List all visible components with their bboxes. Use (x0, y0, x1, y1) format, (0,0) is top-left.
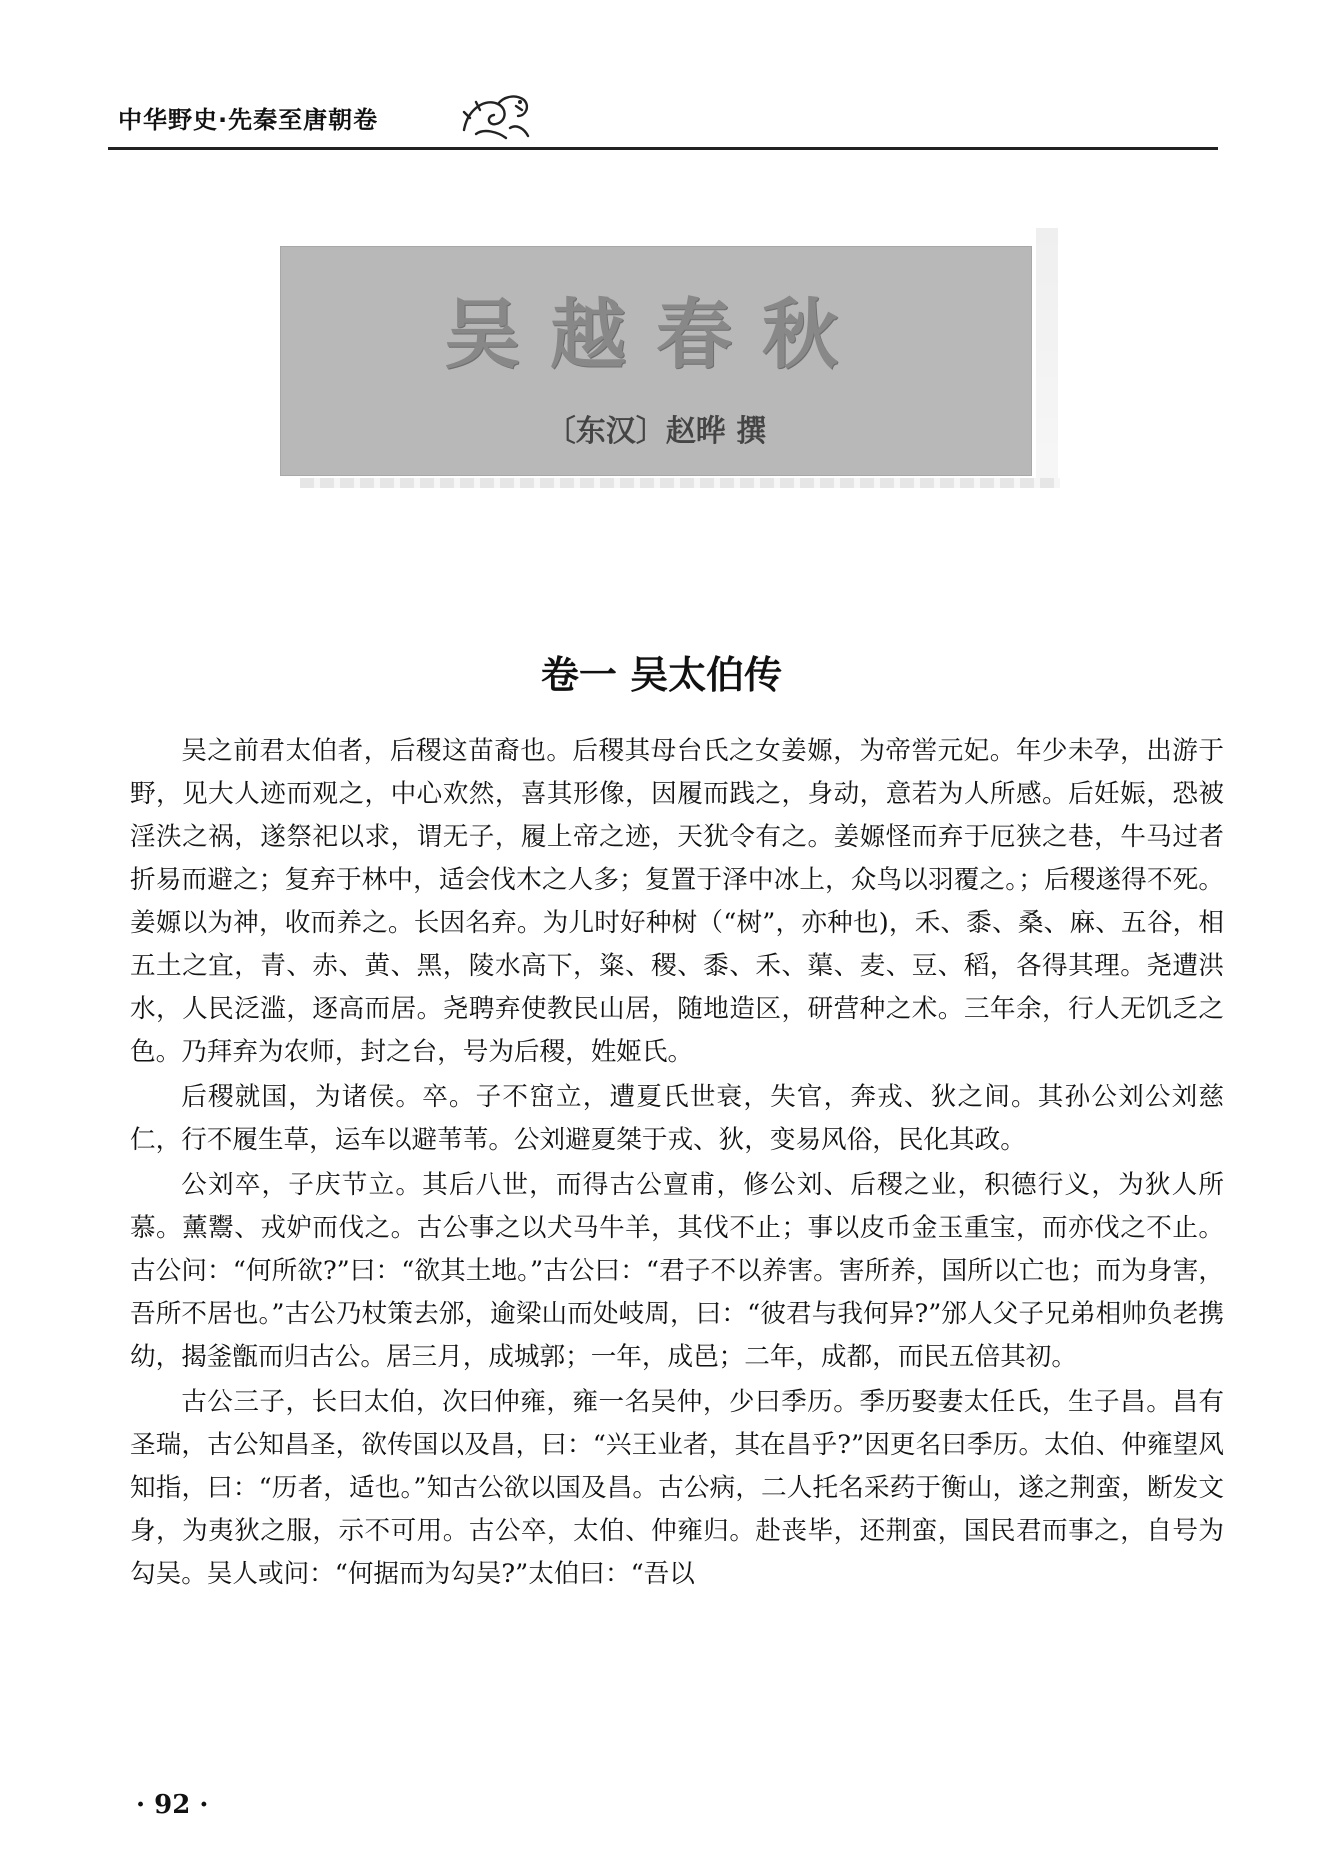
header-rule (108, 147, 1218, 150)
book-title: 吴越春秋 (444, 290, 868, 379)
paragraph: 后稷就国，为诸侯。卒。子不窋立，遭夏氏世衰，失官，奔戎、狄之间。其孙公刘公刘慈仁，行不履生草，运车以避苇苇。公刘避夏桀于戎、狄，变易风俗，民化其政。 (130, 1082, 1224, 1155)
show-through-text-bottom (300, 478, 1060, 488)
body-text (130, 730, 1224, 1598)
running-head: 中华野史·先秦至唐朝卷 (118, 106, 379, 134)
chapter-title: 卷一 吴太伯传 (540, 653, 783, 697)
paragraph: 古公三子，长曰太伯，次曰仲雍，雍一名吴仲，少曰季历。季历娶妻太任氏，生子昌。昌有圣瑞，古公知昌圣，欲传国以及昌，曰：“兴王业者，其在昌乎?”因更名曰季历。太伯、仲雍望风知指，曰：“历者，适也。”知古公欲以国及昌。古公病，二人托名采药于衡山，遂之荆蛮，断发文身，为夷狄之服，示不可用。古公卒，太伯、仲雍归。赴丧毕，还荆蛮，国民君而事之，自号为勾吴。吴人或问：“何据而为勾吴?”太伯曰：“吾以 (130, 1387, 1224, 1589)
book-author: 〔东汉〕赵晔 撰 (545, 414, 767, 449)
title-block (280, 246, 1032, 476)
show-through-text (1036, 228, 1058, 484)
dragon-ornament-icon (458, 88, 534, 144)
paragraph: 吴之前君太伯者，后稷这苗裔也。后稷其母台氏之女姜嫄，为帝喾元妃。年少未孕，出游于野，见大人迹而观之，中心欢然，喜其形像，因履而践之，身动，意若为人所感。后妊娠，恐被淫泆之祸，遂祭祀以求，谓无子，履上帝之迹，天犹令有之。姜嫄怪而弃于厄狭之巷，牛马过者折易而避之；复弃于林中，适会伐木之人多；复置于泽中冰上，众鸟以羽覆之。；后稷遂得不死。姜嫄以为神，收而养之。长因名弃。为儿时好种树（“树”，亦种也)，禾、黍、桑、麻、五谷，相五土之宜，青、赤、黄、黑，陵水高下，粢、稷、黍、禾、蕖、麦、豆、稻，各得其理。尧遭洪水，人民泛滥，逐高而居。尧聘弃使教民山居，随地造区，研营种之术。三年余，行人无饥乏之色。乃拜弃为农师，封之台，号为后稷，姓姬氏。 (130, 736, 1224, 1067)
paragraph: 公刘卒，子庆节立。其后八世，而得古公亶甫，修公刘、后稷之业，积德行义，为狄人所慕。薰鬻、戎妒而伐之。古公事之以犬马牛羊，其伐不止；事以皮币金玉重宝，而亦伐之不止。古公问：“何所欲?”曰：“欲其土地。”古公曰：“君子不以养害。害所养，国所以亡也；而为身害，吾所不居也。”古公乃杖策去邠，逾梁山而处岐周，曰：“彼君与我何异?”邠人父子兄弟相帅负老携幼，揭釜甑而归古公。居三月，成城郭；一年，成邑；二年，成都，而民五倍其初。 (130, 1170, 1224, 1372)
page-number: · 92 · (136, 1790, 209, 1820)
